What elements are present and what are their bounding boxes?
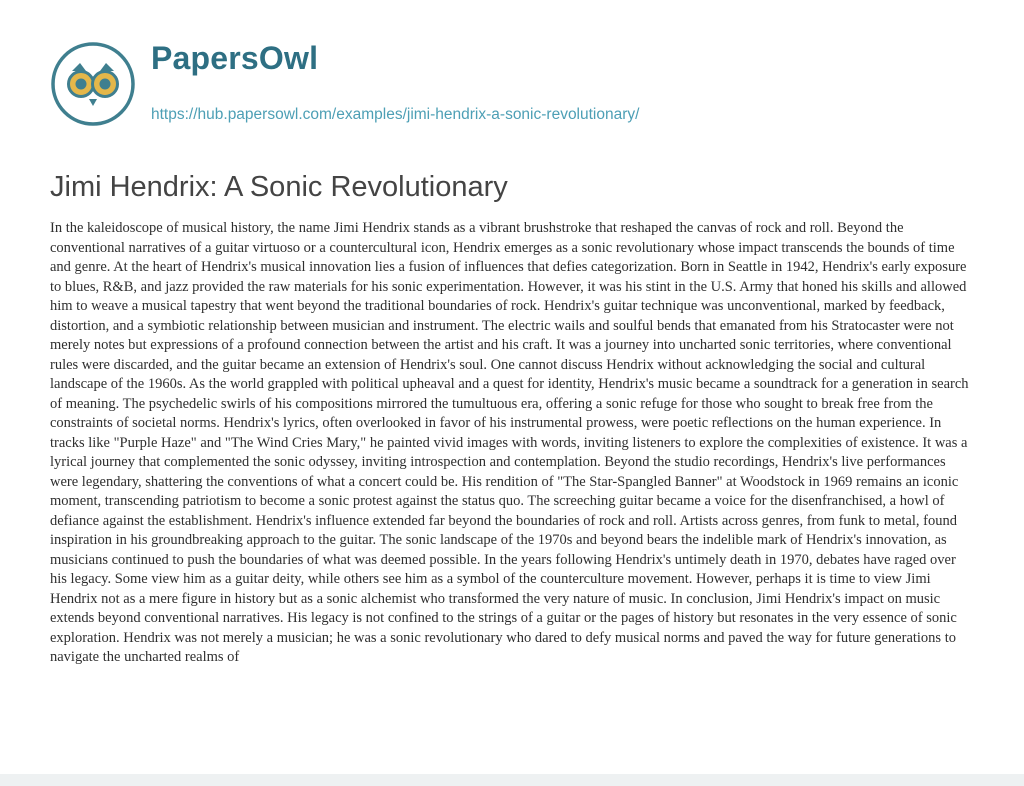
- footer-band: [0, 774, 1024, 786]
- essay-body: In the kaleidoscope of musical history, the name Jimi Hendrix stands as a vibrant brushstroke that reshaped the canvas of rock and roll. Beyond the conventional narratives of a guitar virtuoso or a countercultural icon, Hendrix emerges as a sonic revolutionary whose impact transcends the bounds of time and genre. At the heart of Hendrix's musical innovation lies a fusion of influences that defies categorization. Born in Seattle in 1942, Hendrix's early exposure to blues, R&B, and jazz provided the raw materials for his sonic experimentation. However, it was his stint in the U.S. Army that honed his skills and allowed him to weave a musical tapestry that went beyond the traditional boundaries of rock. Hendrix's guitar technique was unconventional, marked by feedback, distortion, and a symbiotic relationship between musician and instrument. The electric wails and soulful bends that emanated from his Stratocaster were not merely notes but expressions of a profound connection between the artist and his craft. It was a journey into uncharted sonic territories, where conventional rules were discarded, and the guitar became an extension of Hendrix's soul. One cannot discuss Hendrix without acknowledging the social and cultural landscape of the 1960s. As the world grappled with political upheaval and a quest for identity, Hendrix's music became a soundtrack for a generation in search of meaning. The psychedelic swirls of his compositions mirrored the tumultuous era, offering a sonic refuge for those who sought to break free from the constraints of societal norms. Hendrix's lyrics, often overlooked in favor of his instrumental prowess, were poetic reflections on the human experience. In tracks like "Purple Haze" and "The Wind Cries Mary," he painted vivid images with words, inviting listeners to explore the complexities of existence. It was a lyrical journey that complemented the sonic odyssey, inviting introspection and contemplation. Beyond the studio recordings, Hendrix's live performances were legendary, shattering the conventions of what a concert could be. His rendition of "The Star-Spangled Banner" at Woodstock in 1969 remains an iconic moment, transcending patriotism to become a sonic protest against the status quo. The screeching guitar became a voice for the disenfranchised, a howl of defiance against the establishment. Hendrix's influence extended far beyond the boundaries of rock and roll. Artists across genres, from funk to metal, found inspiration in his groundbreaking approach to the guitar. The sonic landscape of the 1970s and beyond bears the indelible mark of Hendrix's innovation, as musicians continued to push the boundaries of what was deemed possible. In the years following Hendrix's untimely death in 1970, debates have raged over his legacy. Some view him as a guitar deity, while others see him as a symbol of the counterculture movement. However, perhaps it is time to view Jimi Hendrix not as a mere figure in history but as a sonic alchemist who transformed the very nature of music. In conclusion, Jimi Hendrix's impact on music extends beyond conventional narratives. His legacy is not confined to the strings of a guitar or the pages of history but resonates in the very essence of sonic exploration. Hendrix was not merely a musician; he was a sonic revolutionary who dared to defy musical norms and paved the way for future generations to navigate the uncharted realms of: [50, 220, 969, 665]
- brand-name[interactable]: PapersOwl: [151, 40, 319, 76]
- page-title: Jimi Hendrix: A Sonic Revolutionary: [50, 171, 508, 203]
- owl-logo-icon[interactable]: [50, 41, 136, 127]
- page-header: [50, 35, 990, 135]
- source-url-link[interactable]: https://hub.papersowl.com/examples/jimi-hendrix-a-sonic-revolutionary/: [151, 106, 640, 123]
